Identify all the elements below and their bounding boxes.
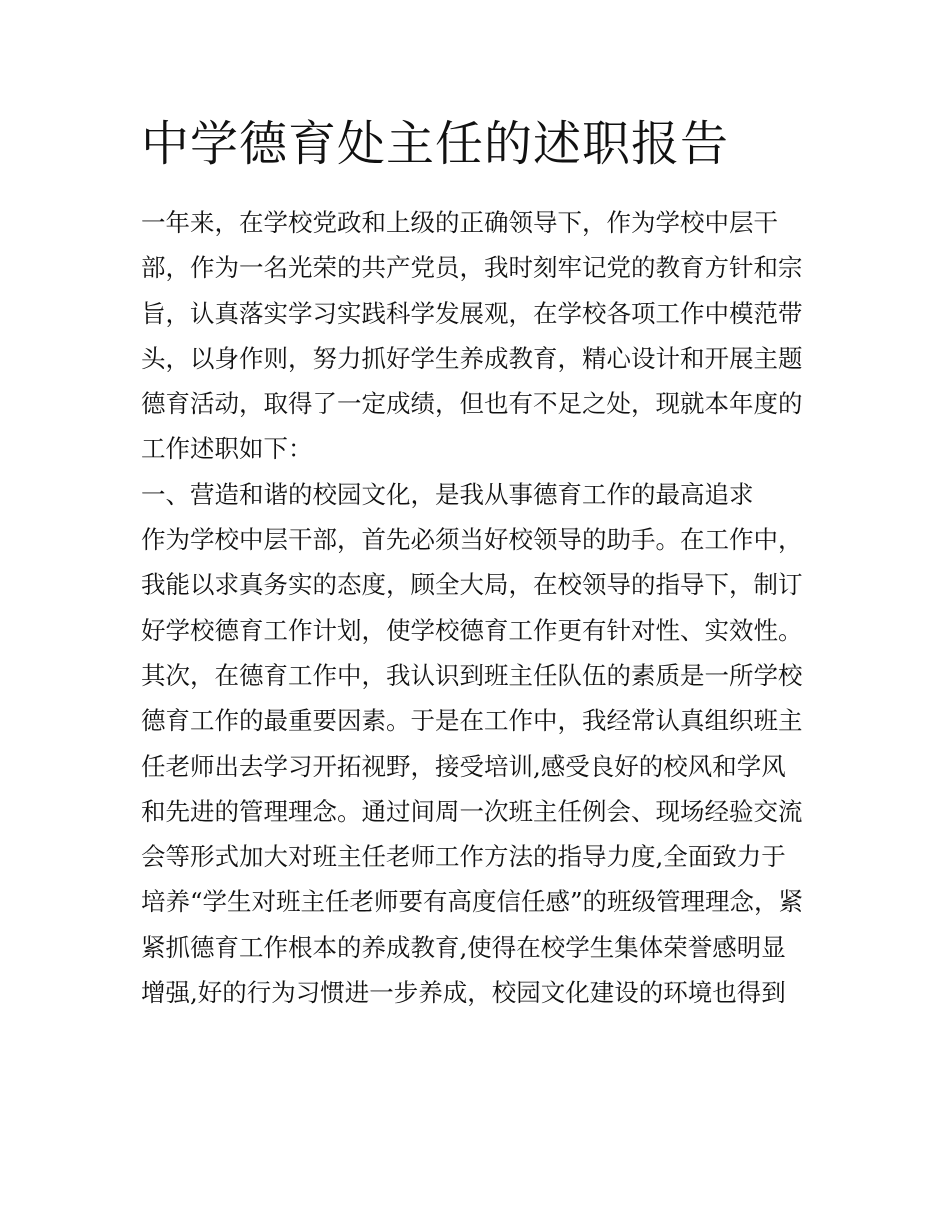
body-line: 好学校德育工作计划，使学校德育工作更有针对性、实效性。 <box>141 615 803 645</box>
body-line: 培养“学生对班主任老师要有高度信任感”的班级管理理念，紧 <box>141 887 804 917</box>
body-line: 德育活动，取得了一定成绩，但也有不足之处，现就本年度的 <box>141 389 803 419</box>
body-line: 紧抓德育工作根本的养成教育,使得在校学生集体荣誉感明显 <box>141 932 786 962</box>
body-line: 德育工作的最重要因素。于是在工作中，我经常认真组织班主 <box>141 706 803 736</box>
body-line: 作为学校中层干部，首先必须当好校领导的助手。在工作中， <box>141 525 803 555</box>
body-line: 一年来，在学校党政和上级的正确领导下，作为学校中层干 <box>141 208 778 237</box>
body-line: 旨，认真落实学习实践科学发展观，在学校各项工作中模范带 <box>141 298 803 328</box>
body-line: 其次，在德育工作中，我认识到班主任队伍的素质是一所学校 <box>141 660 803 690</box>
body-line: 工作述职如下： <box>141 434 313 464</box>
body-line: 部，作为一名光荣的共产党员，我时刻牢记党的教育方针和宗 <box>141 253 803 283</box>
document-body <box>141 200 821 1015</box>
body-line: 任老师出去学习开拓视野，接受培训,感受良好的校风和学风 <box>141 751 786 781</box>
body-line: 我能以求真务实的态度，顾全大局，在校领导的指导下，制订 <box>141 570 803 600</box>
body-line: 和先进的管理理念。通过间周一次班主任例会、现场经验交流 <box>141 796 803 826</box>
body-line: 头，以身作则，努力抓好学生养成教育，精心设计和开展主题 <box>141 343 803 373</box>
body-line: 会等形式加大对班主任老师工作方法的指导力度,全面致力于 <box>141 842 786 872</box>
document-title: 中学德育处主任的述职报告 <box>141 116 730 172</box>
section-heading: 一、营造和谐的校园文化，是我从事德育工作的最高追求 <box>141 479 754 509</box>
body-line: 增强,好的行为习惯进一步养成，校园文化建设的环境也得到 <box>141 978 786 1008</box>
